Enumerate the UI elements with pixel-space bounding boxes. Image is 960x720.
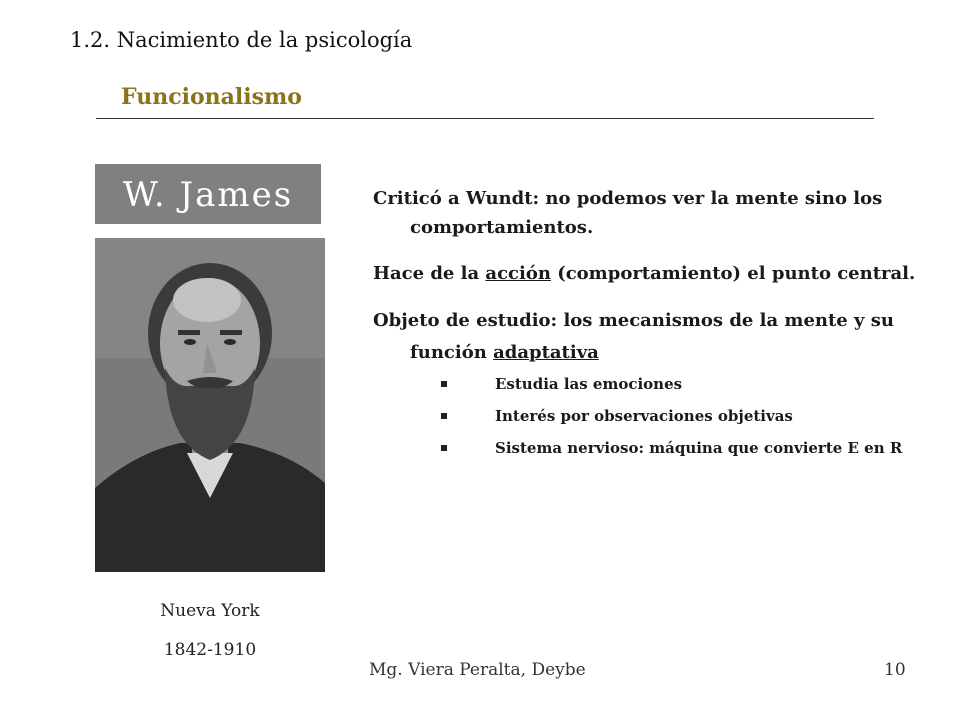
- bullet-text: Interés por observaciones objetivas: [495, 407, 793, 425]
- bullet-square-icon: [441, 445, 447, 451]
- page-number: 10: [884, 660, 906, 680]
- text-segment: Objeto de estudio: los mecanismos de la mente y su función: [373, 310, 894, 363]
- list-item: [373, 375, 938, 393]
- text-segment: Hace de la: [373, 263, 486, 284]
- underlined-term-adaptativa: adaptativa: [493, 342, 599, 363]
- list-item: [373, 407, 938, 425]
- paragraph-object: [373, 305, 938, 369]
- footer-author: Mg. Viera Peralta, Deybe: [369, 660, 586, 680]
- bullet-text: Estudia las emociones: [495, 375, 683, 393]
- bullet-square-icon: [441, 381, 447, 387]
- paragraph-critique: Criticó a Wundt: no podemos ver la mente sino los comportamientos.: [373, 188, 883, 238]
- underlined-term-accion: acción: [485, 263, 551, 284]
- slide-subtitle: Funcionalismo: [121, 84, 302, 110]
- list-item: [373, 439, 938, 457]
- paragraph-action: [373, 259, 938, 288]
- birthplace-caption: Nueva York: [160, 601, 260, 621]
- text-segment: (comportamiento) el punto central.: [550, 263, 916, 284]
- section-title: 1.2. Nacimiento de la psicología: [70, 28, 413, 52]
- person-name-box: [95, 164, 321, 224]
- bullet-square-icon: [441, 413, 447, 419]
- slide-body: [373, 184, 938, 471]
- lifespan-caption: 1842-1910: [163, 640, 257, 660]
- title-divider: [96, 118, 874, 119]
- portrait-image: [95, 238, 325, 572]
- portrait-photo: [95, 238, 325, 572]
- bullet-text: Sistema nervioso: máquina que convierte E en R: [495, 439, 903, 457]
- person-name: W. James: [122, 175, 294, 215]
- bullet-list: [373, 375, 938, 457]
